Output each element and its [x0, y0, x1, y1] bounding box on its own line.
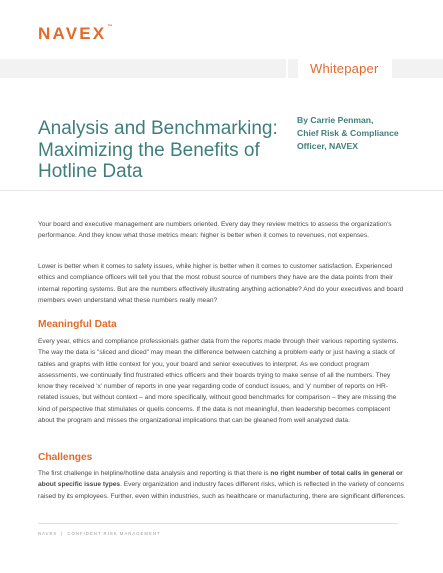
page-title: Analysis and Benchmarking: Maximizing the Benefits of Hotline Data: [38, 118, 278, 182]
challenges-text-bold: no right number of total calls in general or about specific issue types: [38, 470, 403, 489]
challenges-text-start: The first challenge in helpline/hotline data analysis and reporting is that there is: [38, 470, 271, 477]
footer-brand: NAVEX: [38, 531, 58, 536]
trademark-mark: ™: [107, 24, 113, 30]
logo-text: NAVEX: [38, 24, 107, 43]
challenges-paragraph: [38, 468, 406, 502]
section-heading-meaningful-data: Meaningful Data: [38, 319, 117, 330]
footer: [38, 531, 161, 536]
header-band-gap: [288, 59, 298, 78]
author-line-1: By Carrie Penman,: [297, 115, 374, 125]
navex-logo: [38, 24, 112, 44]
section-heading-challenges: Challenges: [38, 452, 93, 463]
meaningful-data-paragraph: Every year, ethics and compliance professionals gather data from the reports made through their various reporting systems. The way the data is "sliced and diced" may mean the difference between catching a problem early or just having a stack of tables and graphs with little context for you, your board and senior executives to interpret. As we conduct program assessments, we continually find frustrated ethics officers and their boards trying to make sense of all the numbers. They know they received 'x' number of reports in one year regarding code of conduct issues, and 'y' number of reports on HR-related issues, but without context – and more specifically, without good benchmarks for comparison – they are missing the kind of perspective that stimulates or quells concerns. If the data is not meaningful, then leadership becomes complacent about the program and misses the organizational implications that can be gleaned from well analyzed data.: [38, 338, 399, 425]
header-band-left: [0, 59, 286, 78]
intro-paragraph-2: Lower is better when it comes to safety issues, while higher is better when it comes to customer satisfaction. Experienced ethics and compliance officers will tell you that the most robust source of numbers they have are the data points from their internal reporting systems. But are the numbers effectively illustrating anything actionable? And do your executives and board members even understand what these numbers really mean?: [38, 263, 404, 304]
footer-divider: [38, 523, 398, 524]
divider: [0, 190, 443, 191]
author-line-2: Chief Risk & Compliance: [297, 128, 399, 138]
doc-type-label: Whitepaper: [310, 61, 379, 76]
author-byline: [297, 114, 427, 153]
author-line-3: Officer, NAVEX: [297, 141, 358, 151]
intro-paragraph-1: Your board and executive management are numbers oriented. Every day they review metrics to assess the organization's performance. And they know what those metrics mean: higher is better when it comes to revenues, not expenses.: [38, 221, 392, 240]
header-band-right: [392, 59, 443, 78]
footer-separator: |: [61, 531, 64, 536]
challenges-text-end: . Every organization and industry faces different risks, which is reflected in the variety of concerns raised by its employees. Further, even within industries, such as healthcare or manufacturing, there are significant differences.: [38, 481, 406, 500]
footer-tagline: CONFIDENT RISK MANAGEMENT: [67, 531, 161, 536]
